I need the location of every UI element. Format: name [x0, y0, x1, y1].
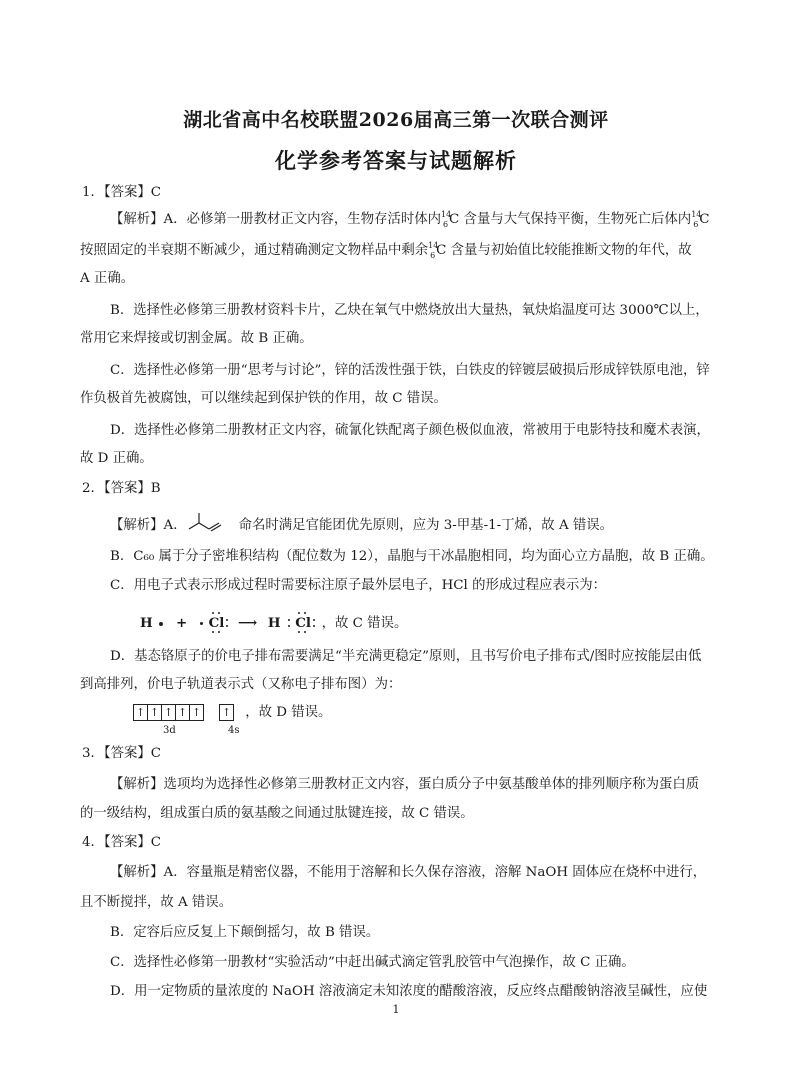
orbital-box: ↑: [189, 704, 204, 721]
q1-c-line2: 作负极首先被腐蚀，可以继续起到保护铁的作用，故 C 错误。: [80, 391, 447, 406]
q4-a-line2: 且不断搅拌，故 A 错误。: [80, 895, 233, 910]
lewis-h: H: [267, 615, 281, 631]
q3-answer: 3．【答案】C: [82, 746, 162, 761]
q4-answer: 4．【答案】C: [82, 835, 162, 850]
q2-b-line: B．C₆₀ 属于分子密堆积结构（配位数为 12），晶胞与干冰晶胞相同，均为面心立方晶胞，故 B 正确。: [110, 549, 714, 564]
lewis-cl-2: Cl: [295, 615, 311, 631]
orbital-box: ↑: [161, 704, 175, 721]
q4-c-line: C．选择性必修第一册教材“实验活动”中赶出碱式滴定管乳胶管中气泡操作，故 C 正确。: [110, 955, 635, 970]
lewis-cl-1: Cl: [209, 615, 225, 631]
exam-title: 湖北省高中名校联盟2026届高三第一次联合测评: [183, 109, 609, 131]
document-subtitle: 化学参考答案与试题解析: [275, 148, 517, 173]
q2-d-line1: D．基态铬原子的价电子排布需要满足“半充满更稳定”原则，且书写价电子排布式/图时应按能层由低: [110, 649, 702, 664]
orbital-4s: [219, 704, 234, 723]
orbital-box: ↑: [147, 704, 161, 721]
q4-a-line1: 【解析】A．容量瓶是精密仪器，不能用于溶解和长久保存溶液，溶解 NaOH 固体应在烧杯中进行，: [110, 865, 707, 880]
q2-answer: 2．【答案】B: [82, 481, 161, 496]
q1-d-line1: D．选择性必修第二册教材正文内容，硫氰化铁配离子颜色极似血液，常被用于电影特技和魔术表演，: [110, 423, 710, 438]
isotope-notation: 14 6: [441, 209, 452, 229]
orbital-box: ↑: [219, 704, 234, 721]
q3-line1: 【解析】选项均为选择性必修第三册教材正文内容，蛋白质分子中氨基酸单体的排列顺序称为蛋白质: [110, 777, 700, 792]
q4-d-line: D．用一定物质的量浓度的 NaOH 溶液滴定未知浓度的醋酸溶液，反应终点醋酸钠溶液呈碱性，应使: [110, 984, 708, 999]
label-4s: 4s: [228, 725, 240, 736]
page-number: 1: [392, 1003, 400, 1016]
hcl-lewis-formation: [140, 612, 407, 631]
q1-b-line1: B．选择性必修第三册教材资料卡片，乙炔在氧气中燃烧放出大量热，氧炔焰温度可达 3000℃以上，: [110, 303, 709, 318]
orbital-diagram: [133, 704, 332, 736]
q1-b-line2: 常用它来焊接或切割金属。故 B 正确。: [80, 331, 313, 346]
q1-d-line2: 故 D 正确。: [80, 451, 153, 466]
lewis-h: H: [140, 615, 153, 631]
orbital-tail: ，故 D 错误。: [245, 705, 332, 720]
q2-d-line2: 到高排列，价电子轨道表示式（又称电子排布图）为：: [80, 677, 402, 692]
q1-a-line2: 按照固定的半衰期不断减少，通过精确测定文物样品中剩余 14 6 C 含量与初始值比较能推断文物的年代，故: [80, 240, 692, 260]
q3-line2: 的一级结构，组成蛋白质的氨基酸之间通过肽键连接，故 C 错误。: [80, 806, 474, 821]
q2-a-line: 【解析】A． 命名时满足官能团优先原则，应为 3-甲基-1-丁烯，故 A 错误。: [110, 513, 613, 535]
lewis-dot-icon: [159, 622, 163, 626]
skeletal-structure-icon: [187, 513, 239, 535]
q2-c-line: C．用电子式表示形成过程时需要标注原子最外层电子，HCl 的形成过程应表示为：: [110, 578, 606, 593]
q4-b-line: B．定容后应反复上下颠倒摇匀，故 B 错误。: [110, 925, 380, 940]
label-3d: 3d: [163, 725, 176, 736]
q1-a-line3: A 正确。: [80, 271, 135, 286]
isotope-notation: 14 6: [428, 240, 439, 260]
q1-c-line1: C．选择性必修第一册“思考与讨论”，锌的活泼性强于铁，白铁皮的锌镀层破损后形成锌铁原电池，锌: [110, 363, 710, 378]
q1-answer: 1．【答案】C: [82, 185, 162, 200]
lewis-plus: +: [176, 615, 188, 631]
orbital-box: ↑: [175, 704, 189, 721]
orbital-3d: [133, 704, 204, 723]
lewis-arrow: ⟶: [238, 615, 258, 631]
lewis-tail: ，故 C 错误。: [321, 616, 408, 631]
orbital-box: ↑: [133, 704, 147, 721]
isotope-notation: 14 6: [691, 209, 702, 229]
lewis-dot-icon: [200, 622, 203, 625]
q1-a-line1: 【解析】A．必修第一册教材正文内容，生物存活时体内 14 6 C 含量与大气保持平衡，生物死亡后体内 14 6 C: [110, 209, 710, 229]
